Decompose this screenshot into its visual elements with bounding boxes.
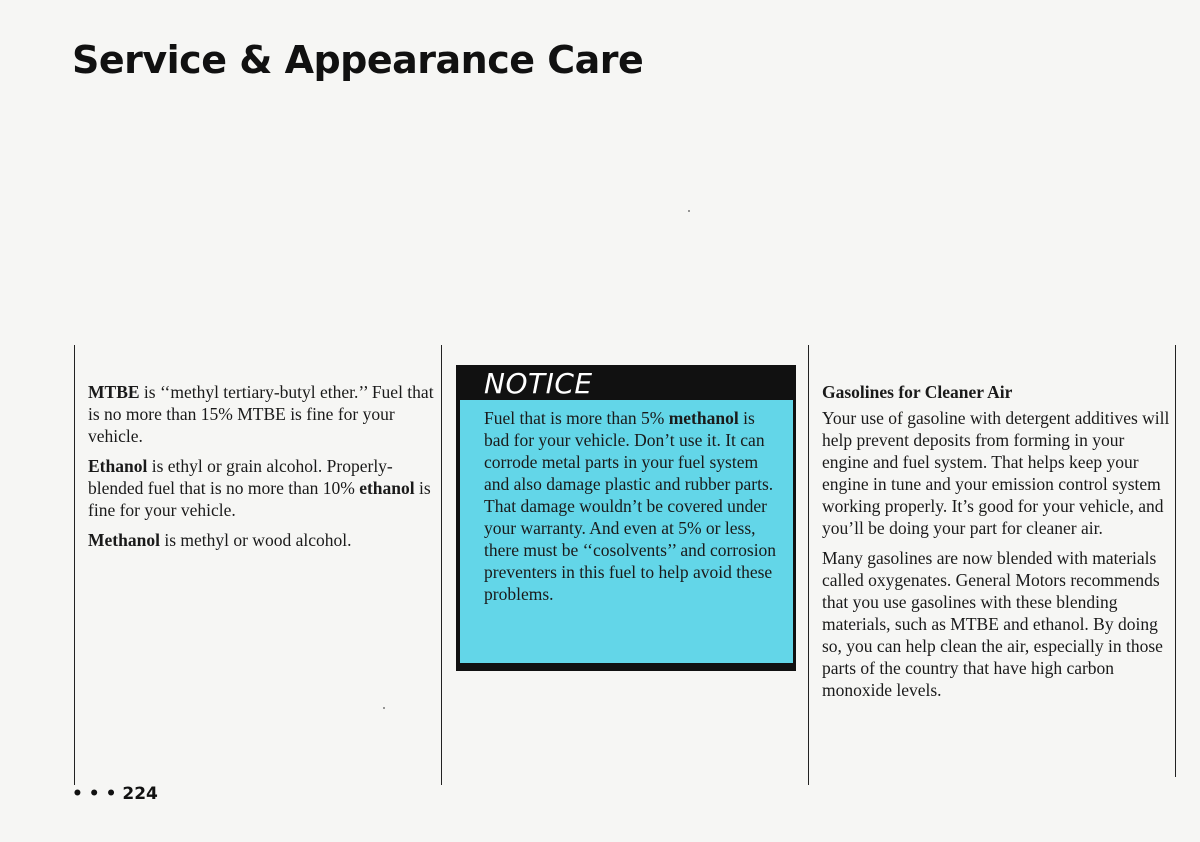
notice-methanol-term: methanol [668, 408, 739, 428]
mtbe-term: MTBE [88, 382, 140, 402]
scan-speck [688, 210, 690, 212]
notice-text-start: Fuel that is more than 5% [484, 408, 669, 428]
column-rule-right [1175, 345, 1176, 777]
section-heading: Gasolines for Cleaner Air [822, 382, 1013, 402]
paragraph-detergent-additives: Your use of gasoline with detergent additives will help prevent deposits from forming in your engine and fuel system. That helps keep your engine in tune and your emission control system working properly. It’s good for your vehicle, and you’ll be doing your part for cleaner air. [822, 408, 1170, 538]
paragraph-oxygenates: Many gasolines are now blended with materials called oxygenates. General Motors recommends that you use gasolines with these blending materials, such as MTBE and ethanol. By doing so, you can help clean the air, especially in those parts of the country that have high carbon monoxide levels. [822, 548, 1163, 700]
right-column [822, 381, 1172, 709]
methanol-definition-text: is methyl or wood alcohol. [159, 530, 352, 550]
column-rule-left [74, 345, 75, 785]
left-column [88, 381, 434, 559]
ethanol-definition-text-end: is fine for your vehicle. [88, 478, 431, 520]
column-rule-center-right [808, 345, 809, 785]
page-number [72, 784, 158, 804]
ethanol-term-inline: ethanol [359, 478, 415, 498]
notice-text-rest: is bad for your vehicle. Don’t use it. It can corrode metal parts in your fuel system and also damage plastic and rubber parts. That damage wouldn’t be covered under your warranty. And even at 5% or less, there must be ‘‘cosolvents’’ and corrosion preventers in this fuel to help avoid these problems. [484, 408, 777, 604]
notice-box [456, 365, 796, 671]
methanol-definition [88, 529, 434, 551]
mtbe-definition [88, 381, 434, 447]
notice-title: NOTICE [484, 367, 593, 400]
notice-body [460, 400, 793, 663]
page-number-value: 224 [122, 784, 158, 804]
ethanol-definition-text: is ethyl or grain alcohol. Properly-blended fuel that is no more than 10% [88, 456, 393, 498]
ethanol-definition [88, 455, 434, 521]
methanol-term: Methanol [88, 530, 160, 550]
page-title: Service & Appearance Care [72, 38, 644, 82]
mtbe-definition-text: is ‘‘methyl tertiary-butyl ether.’’ Fuel that is no more than 15% MTBE is fine for your vehicle. [88, 382, 434, 446]
page-number-dots: • • • [72, 784, 117, 804]
column-rule-middle [441, 345, 442, 785]
scan-speck [383, 707, 385, 709]
ethanol-term: Ethanol [88, 456, 148, 476]
